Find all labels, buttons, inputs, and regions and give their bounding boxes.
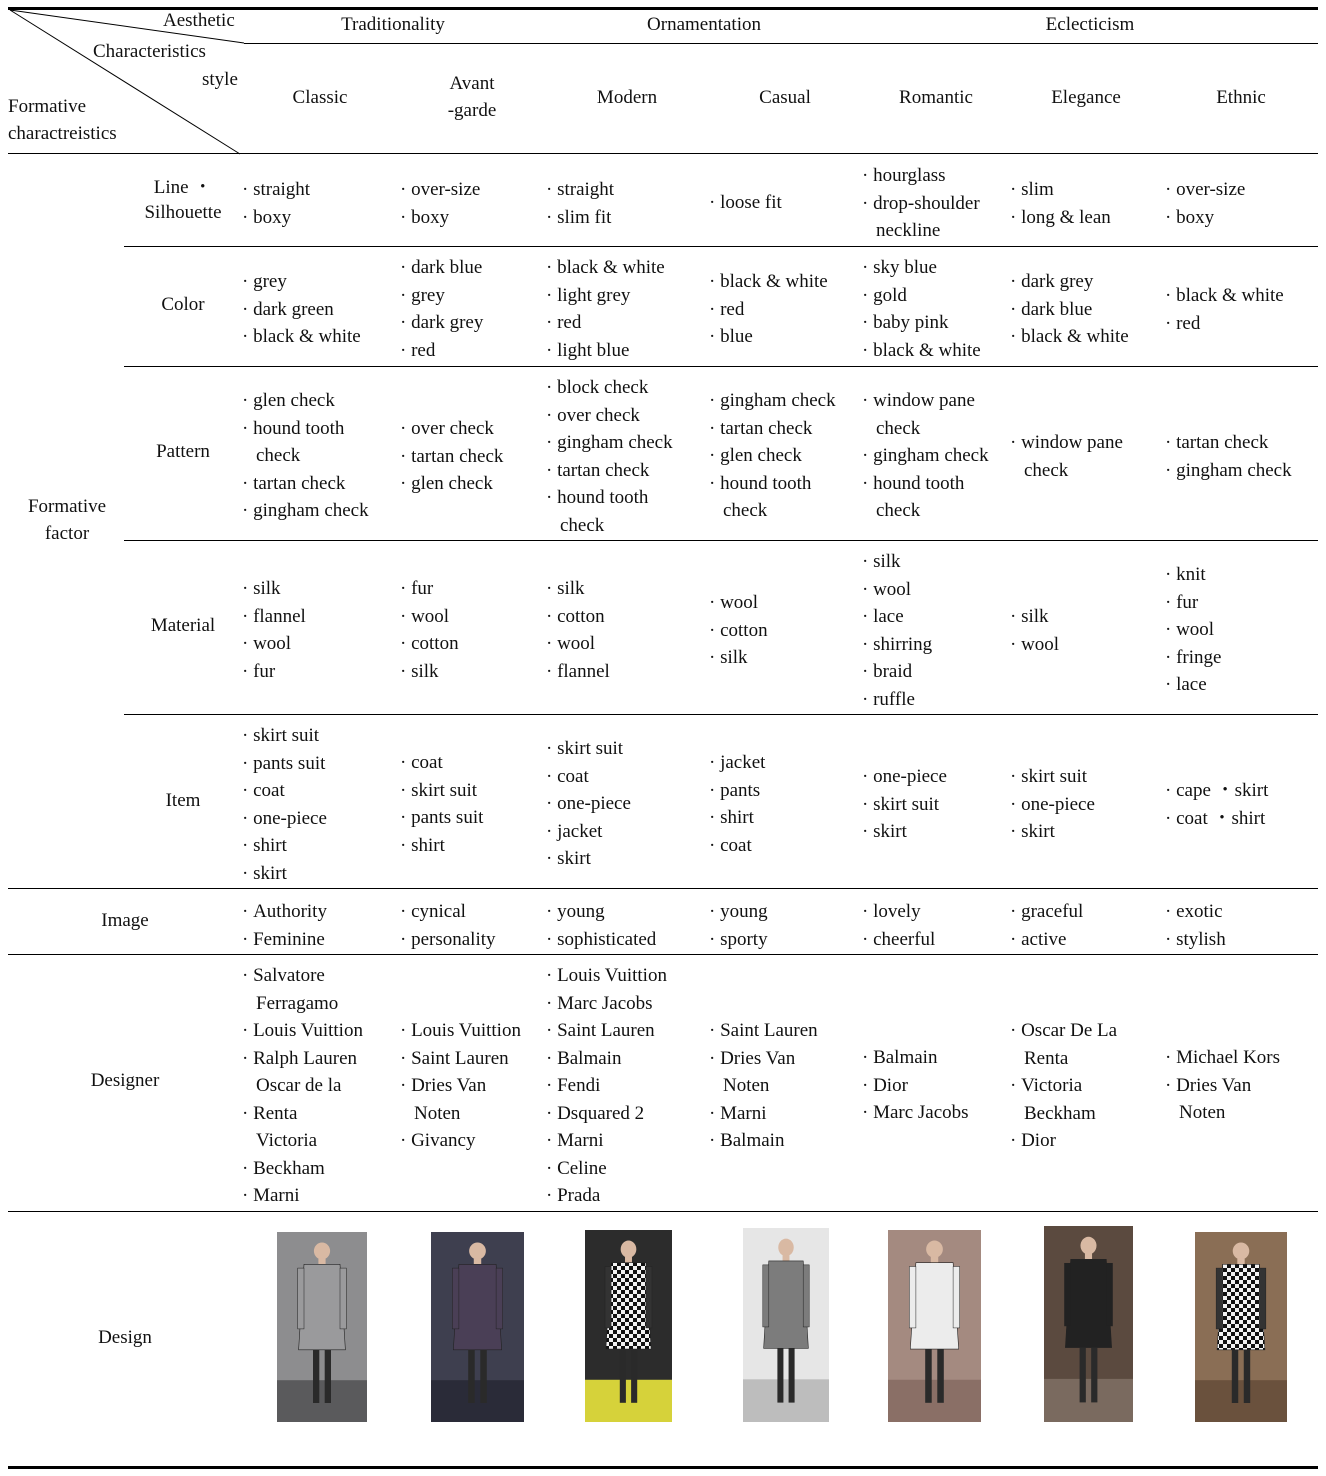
cell-text-continuation: check: [876, 500, 921, 521]
bullet-item: · young: [546, 898, 656, 926]
bullet-item: · dark green: [242, 296, 361, 324]
color-cell-6: [1010, 268, 1129, 351]
bullet-item: · cynical: [400, 898, 496, 926]
bullet-item: · lace: [1165, 671, 1221, 699]
row-label-designer: Designer: [90, 1070, 160, 1091]
row-label-item: Item: [165, 790, 201, 811]
image-cell-4: [709, 898, 768, 953]
bullet-item: · tartan check: [709, 415, 836, 443]
bullet-item: · silk: [400, 658, 459, 686]
avantgarde-runway-photo: [431, 1232, 524, 1422]
group-traditionality: Traditionality: [341, 14, 445, 35]
bullet-item: · black & white: [709, 268, 828, 296]
cell-text-continuation: Oscar de la: [256, 1075, 342, 1096]
bullet-item: · red: [546, 309, 665, 337]
image-cell-7: [1165, 898, 1226, 953]
bullet-item: · Renta: [242, 1100, 363, 1128]
bullet-item: · red: [400, 337, 483, 365]
bullet-item: · boxy: [242, 204, 310, 232]
bullet-item: · cape ・skirt: [1165, 777, 1268, 805]
image-cell-2: [400, 898, 496, 953]
pattern-cell-2: [400, 415, 503, 498]
bullet-item: · silk: [709, 644, 768, 672]
bullet-item: · Dior: [1010, 1127, 1117, 1155]
bullet-item: · flannel: [242, 603, 306, 631]
bullet-item: · Dries Van: [1165, 1072, 1280, 1100]
bullet-item: · grey: [400, 282, 483, 310]
bullet-item: · silk: [862, 548, 932, 576]
bullet-item: · dark grey: [1010, 268, 1129, 296]
style-avant-garde-line-1: Avant: [449, 73, 495, 94]
designer-cell-2: [400, 1017, 521, 1155]
style-classic: Classic: [292, 87, 348, 108]
bullet-item: · wool: [546, 630, 610, 658]
color-row-rule: [124, 366, 1318, 367]
bullet-item: · Balmain: [546, 1045, 667, 1073]
bullet-item: · shirt: [400, 832, 483, 860]
bullet-item: · wool: [242, 630, 306, 658]
pattern-cell-1: [242, 387, 369, 525]
bullet-item: · pants suit: [242, 750, 327, 778]
style-modern: Modern: [596, 87, 658, 108]
bullet-item: · glen check: [709, 442, 836, 470]
style-avant-garde-line-2: -garde: [447, 100, 497, 121]
bullet-item: · gingham check: [546, 429, 673, 457]
bullet-item: · coat: [546, 763, 631, 791]
bullet-item: · fur: [1165, 589, 1221, 617]
color-cell-1: [242, 268, 361, 351]
bullet-item: · one-piece: [242, 805, 327, 833]
image-cell-6: [1010, 898, 1083, 953]
material-row-rule: [124, 714, 1318, 715]
bullet-item: · Authority: [242, 898, 327, 926]
bullet-item: · Dior: [862, 1072, 969, 1100]
cell-text-continuation: Victoria: [256, 1130, 318, 1151]
bullet-item: · fur: [242, 658, 306, 686]
line-cell-6: [1010, 176, 1111, 231]
bullet-item: · jacket: [546, 818, 631, 846]
bullet-item: · wool: [1165, 616, 1221, 644]
bullet-item: · skirt suit: [546, 735, 631, 763]
designer-cell-5: [862, 1044, 969, 1127]
bullet-item: · window pane: [1010, 429, 1123, 457]
bullet-item: · young: [709, 898, 768, 926]
bullet-item: · cheerful: [862, 926, 935, 954]
bullet-item: · shirt: [709, 804, 765, 832]
bullet-item: · Marc Jacobs: [546, 990, 667, 1018]
image-cell-5: [862, 898, 935, 953]
bullet-item: · Victoria: [1010, 1072, 1117, 1100]
bullet-item: · baby pink: [862, 309, 981, 337]
formative-bottom-rule: [8, 888, 1318, 889]
romantic-runway-photo-figure: [888, 1230, 981, 1422]
bullet-item: · coat ・shirt: [1165, 805, 1268, 833]
designer-cell-3: [546, 962, 667, 1210]
bullet-item: · Saint Lauren: [546, 1017, 667, 1045]
line-cell-7: [1165, 176, 1245, 231]
bullet-item: · wool: [400, 603, 459, 631]
pattern-cell-3: [546, 374, 673, 539]
bullet-item: · lace: [862, 603, 932, 631]
bullet-item: · red: [1165, 310, 1284, 338]
bullet-item: · jacket: [709, 749, 765, 777]
casual-runway-photo-figure: [743, 1228, 829, 1422]
bullet-item: · skirt: [546, 845, 631, 873]
bullet-item: · lovely: [862, 898, 935, 926]
row-label-pattern: Pattern: [156, 441, 210, 462]
bullet-item: · shirt: [242, 832, 327, 860]
material-cell-1: [242, 575, 306, 685]
bullet-item: · light blue: [546, 337, 665, 365]
bullet-item: · silk: [1010, 603, 1059, 631]
header-group-rule: [244, 43, 1318, 44]
bullet-item: · one-piece: [546, 790, 631, 818]
bullet-item: · Beckham: [242, 1155, 363, 1183]
classic-runway-photo-figure: [277, 1232, 367, 1422]
cell-text-continuation: Noten: [1179, 1102, 1226, 1123]
bullet-item: · hound tooth: [242, 415, 369, 443]
bullet-item: · dark blue: [400, 254, 483, 282]
bullet-item: · gingham check: [1165, 457, 1292, 485]
formative-label-line-2: charactreistics: [8, 123, 117, 144]
bullet-item: · glen check: [400, 470, 503, 498]
bullet-item: · Dries Van: [400, 1072, 521, 1100]
elegance-runway-photo: [1044, 1226, 1133, 1422]
bullet-item: · slim: [1010, 176, 1111, 204]
bullet-item: · Marni: [242, 1182, 363, 1210]
cell-text-continuation: Ferragamo: [256, 992, 339, 1014]
ethnic-runway-photo: [1195, 1232, 1287, 1422]
bullet-item: · sky blue: [862, 254, 981, 282]
bullet-item: · Saint Lauren: [400, 1045, 521, 1073]
bullet-item: · over-size: [1165, 176, 1245, 204]
bullet-item: · boxy: [1165, 204, 1245, 232]
characteristics-label: Characteristics: [93, 41, 206, 62]
bullet-item: · hound tooth: [862, 470, 989, 498]
material-cell-2: [400, 575, 459, 685]
bullet-item: · coat: [400, 749, 483, 777]
image-cell-3: [546, 898, 656, 953]
formative-factor-line-2: factor: [44, 523, 90, 544]
cell-text-continuation: neckline: [876, 220, 941, 241]
material-cell-3: [546, 575, 610, 685]
pattern-cell-7: [1165, 429, 1292, 484]
style-elegance: Elegance: [1051, 87, 1121, 108]
bullet-item: · over-size: [400, 176, 480, 204]
bullet-item: · Prada: [546, 1182, 667, 1210]
row-label-color: Color: [161, 294, 205, 315]
bullet-item: · sporty: [709, 926, 768, 954]
pattern-cell-6: [1010, 429, 1123, 484]
bullet-item: · Dsquared 2: [546, 1100, 667, 1128]
bullet-item: · hound tooth: [546, 484, 673, 512]
item-cell-5: [862, 763, 947, 846]
bullet-item: · Saint Lauren: [709, 1017, 818, 1045]
bullet-item: · skirt suit: [1010, 763, 1095, 791]
bullet-item: · one-piece: [1010, 791, 1095, 819]
bullet-item: · fringe: [1165, 644, 1221, 672]
group-eclecticism: Eclecticism: [1045, 14, 1135, 35]
bullet-item: · tartan check: [1165, 429, 1292, 457]
item-cell-2: [400, 749, 483, 859]
material-cell-5: [862, 548, 932, 713]
bullet-item: · coat: [242, 777, 327, 805]
line-cell-2: [400, 176, 480, 231]
bullet-item: · Feminine: [242, 926, 327, 954]
row-label-material: Material: [150, 615, 216, 636]
bullet-item: · sophisticated: [546, 926, 656, 954]
pattern-row-rule: [124, 540, 1318, 541]
bullet-item: · Marni: [546, 1127, 667, 1155]
bullet-item: · over check: [400, 415, 503, 443]
line-cell-5: [862, 162, 980, 245]
color-cell-7: [1165, 282, 1284, 337]
bullet-item: · slim fit: [546, 204, 614, 232]
modern-runway-photo-figure: [585, 1230, 672, 1422]
cell-text-continuation: check: [876, 417, 921, 439]
bullet-item: · stylish: [1165, 926, 1226, 954]
aesthetic-label: Aesthetic: [163, 10, 235, 31]
bullet-item: · grey: [242, 268, 361, 296]
bullet-item: · skirt: [1010, 818, 1095, 846]
bullet-item: · shirring: [862, 631, 932, 659]
bullet-item: · wool: [1010, 631, 1059, 659]
item-cell-3: [546, 735, 631, 873]
bullet-item: · hourglass: [862, 162, 980, 190]
color-cell-4: [709, 268, 828, 351]
bullet-item: · pants: [709, 777, 765, 805]
modern-runway-photo: [585, 1230, 672, 1422]
designer-cell-7: [1165, 1044, 1280, 1127]
bullet-item: · pants suit: [400, 804, 483, 832]
bullet-item: · fur: [400, 575, 459, 603]
bullet-item: · wool: [862, 576, 932, 604]
bullet-item: · cotton: [400, 630, 459, 658]
bullet-item: · Marc Jacobs: [862, 1099, 969, 1127]
bullet-item: · block check: [546, 374, 673, 402]
bullet-item: · gold: [862, 282, 981, 310]
cell-text-continuation: Beckham: [1024, 1102, 1096, 1124]
bullet-item: · wool: [709, 589, 768, 617]
style-ethnic: Ethnic: [1216, 87, 1266, 108]
color-cell-3: [546, 254, 665, 364]
bullet-item: · loose fit: [709, 189, 782, 217]
bullet-item: · tartan check: [546, 457, 673, 485]
color-cell-5: [862, 254, 981, 364]
bullet-item: · cotton: [546, 603, 610, 631]
avantgarde-runway-photo-figure: [431, 1232, 524, 1422]
style-romantic: Romantic: [899, 87, 973, 108]
bullet-item: · braid: [862, 658, 932, 686]
bullet-item: · Fendi: [546, 1072, 667, 1100]
elegance-runway-photo-figure: [1044, 1226, 1133, 1422]
bullet-item: · ruffle: [862, 686, 932, 714]
bullet-item: · glen check: [242, 387, 369, 415]
material-cell-7: [1165, 561, 1221, 699]
bullet-item: · Louis Vuittion: [400, 1017, 521, 1045]
bullet-item: · Marni: [709, 1100, 818, 1128]
bullet-item: · Celine: [546, 1155, 667, 1183]
bullet-item: · skirt suit: [862, 791, 947, 819]
bullet-item: · coat: [709, 832, 765, 860]
romantic-runway-photo: [888, 1230, 981, 1422]
bullet-item: · exotic: [1165, 898, 1226, 926]
designer-cell-6: [1010, 1017, 1117, 1155]
row-label-line-silhouette-1: Line ・: [153, 177, 213, 198]
bullet-item: · Balmain: [862, 1044, 969, 1072]
line-cell-1: [242, 176, 310, 231]
cell-text-continuation: Noten: [414, 1102, 461, 1124]
ethnic-runway-photo-figure: [1195, 1232, 1287, 1422]
bullet-item: · drop-shoulder: [862, 190, 980, 218]
style-label: style: [202, 69, 238, 90]
bullet-item: · Givancy: [400, 1127, 521, 1155]
bullet-item: · personality: [400, 926, 496, 954]
bullet-item: · knit: [1165, 561, 1221, 589]
pattern-cell-5: [862, 387, 989, 525]
line-row-rule: [124, 246, 1318, 247]
bullet-item: · silk: [546, 575, 610, 603]
bullet-item: · flannel: [546, 658, 610, 686]
bullet-item: · black & white: [242, 323, 361, 351]
bullet-item: · Ralph Lauren: [242, 1045, 363, 1073]
bullet-item: · Balmain: [709, 1127, 818, 1155]
bullet-item: · Louis Vuittion: [242, 1017, 363, 1045]
row-label-line-silhouette-2: Silhouette: [144, 202, 222, 223]
bullet-item: · dark grey: [400, 309, 483, 337]
line-cell-3: [546, 176, 614, 231]
item-cell-1: [242, 722, 327, 887]
cell-text-continuation: Renta: [1024, 1047, 1069, 1069]
bullet-item: · Oscar De La: [1010, 1017, 1117, 1045]
bullet-item: · straight: [546, 176, 614, 204]
bullet-item: · cotton: [709, 617, 768, 645]
material-cell-6: [1010, 603, 1059, 658]
bullet-item: · light grey: [546, 282, 665, 310]
cell-text-continuation: check: [1024, 459, 1069, 481]
bullet-item: · dark blue: [1010, 296, 1129, 324]
group-ornamentation: Ornamentation: [647, 14, 761, 35]
cell-text-continuation: Noten: [723, 1075, 770, 1096]
bullet-item: · skirt suit: [400, 777, 483, 805]
cell-text-continuation: check: [723, 500, 768, 521]
cell-text-continuation: check: [560, 514, 605, 536]
bullet-item: · gingham check: [862, 442, 989, 470]
casual-runway-photo: [743, 1228, 829, 1422]
item-cell-6: [1010, 763, 1095, 846]
bullet-item: · Salvatore: [242, 962, 363, 990]
bullet-item: · graceful: [1010, 898, 1083, 926]
formative-label-line-1: Formative: [8, 96, 87, 117]
bullet-item: · one-piece: [862, 763, 947, 791]
designer-cell-4: [709, 1017, 818, 1155]
bullet-item: · Dries Van: [709, 1045, 818, 1073]
designer-row-rule: [8, 1211, 1318, 1212]
bullet-item: · black & white: [1010, 323, 1129, 351]
cell-text-continuation: check: [256, 445, 301, 466]
style-casual: Casual: [759, 87, 811, 108]
designer-cell-1: [242, 962, 363, 1210]
bullet-item: · tartan check: [242, 470, 369, 498]
material-cell-4: [709, 589, 768, 672]
line-cell-4: [709, 189, 782, 217]
bullet-item: · gingham check: [709, 387, 836, 415]
bullet-item: · over check: [546, 402, 673, 430]
bullet-item: · gingham check: [242, 497, 369, 525]
item-cell-4: [709, 749, 765, 859]
image-cell-1: [242, 898, 327, 953]
bullet-item: · skirt: [862, 818, 947, 846]
bullet-item: · silk: [242, 575, 306, 603]
pattern-cell-4: [709, 387, 836, 525]
item-cell-7: [1165, 777, 1268, 832]
bullet-item: · active: [1010, 926, 1083, 954]
bullet-item: · red: [709, 296, 828, 324]
image-row-rule: [8, 954, 1318, 955]
bottom-rule: [8, 1466, 1318, 1469]
bullet-item: · boxy: [400, 204, 480, 232]
row-label-image: Image: [101, 910, 149, 931]
bullet-item: · Louis Vuittion: [546, 962, 667, 990]
color-cell-2: [400, 254, 483, 364]
bullet-item: · tartan check: [400, 443, 503, 471]
row-label-design: Design: [98, 1327, 152, 1348]
bullet-item: · Michael Kors: [1165, 1044, 1280, 1072]
bullet-item: · hound tooth: [709, 470, 836, 498]
bullet-item: · straight: [242, 176, 310, 204]
bullet-item: · skirt suit: [242, 722, 327, 750]
bullet-item: · skirt: [242, 860, 327, 888]
bullet-item: · window pane: [862, 387, 989, 415]
bullet-item: · blue: [709, 323, 828, 351]
classic-runway-photo: [277, 1232, 367, 1422]
bullet-item: · black & white: [1165, 282, 1284, 310]
bullet-item: · long & lean: [1010, 204, 1111, 232]
formative-factor-line-1: Formative: [27, 496, 107, 517]
bullet-item: · black & white: [862, 337, 981, 365]
bullet-item: · black & white: [546, 254, 665, 282]
